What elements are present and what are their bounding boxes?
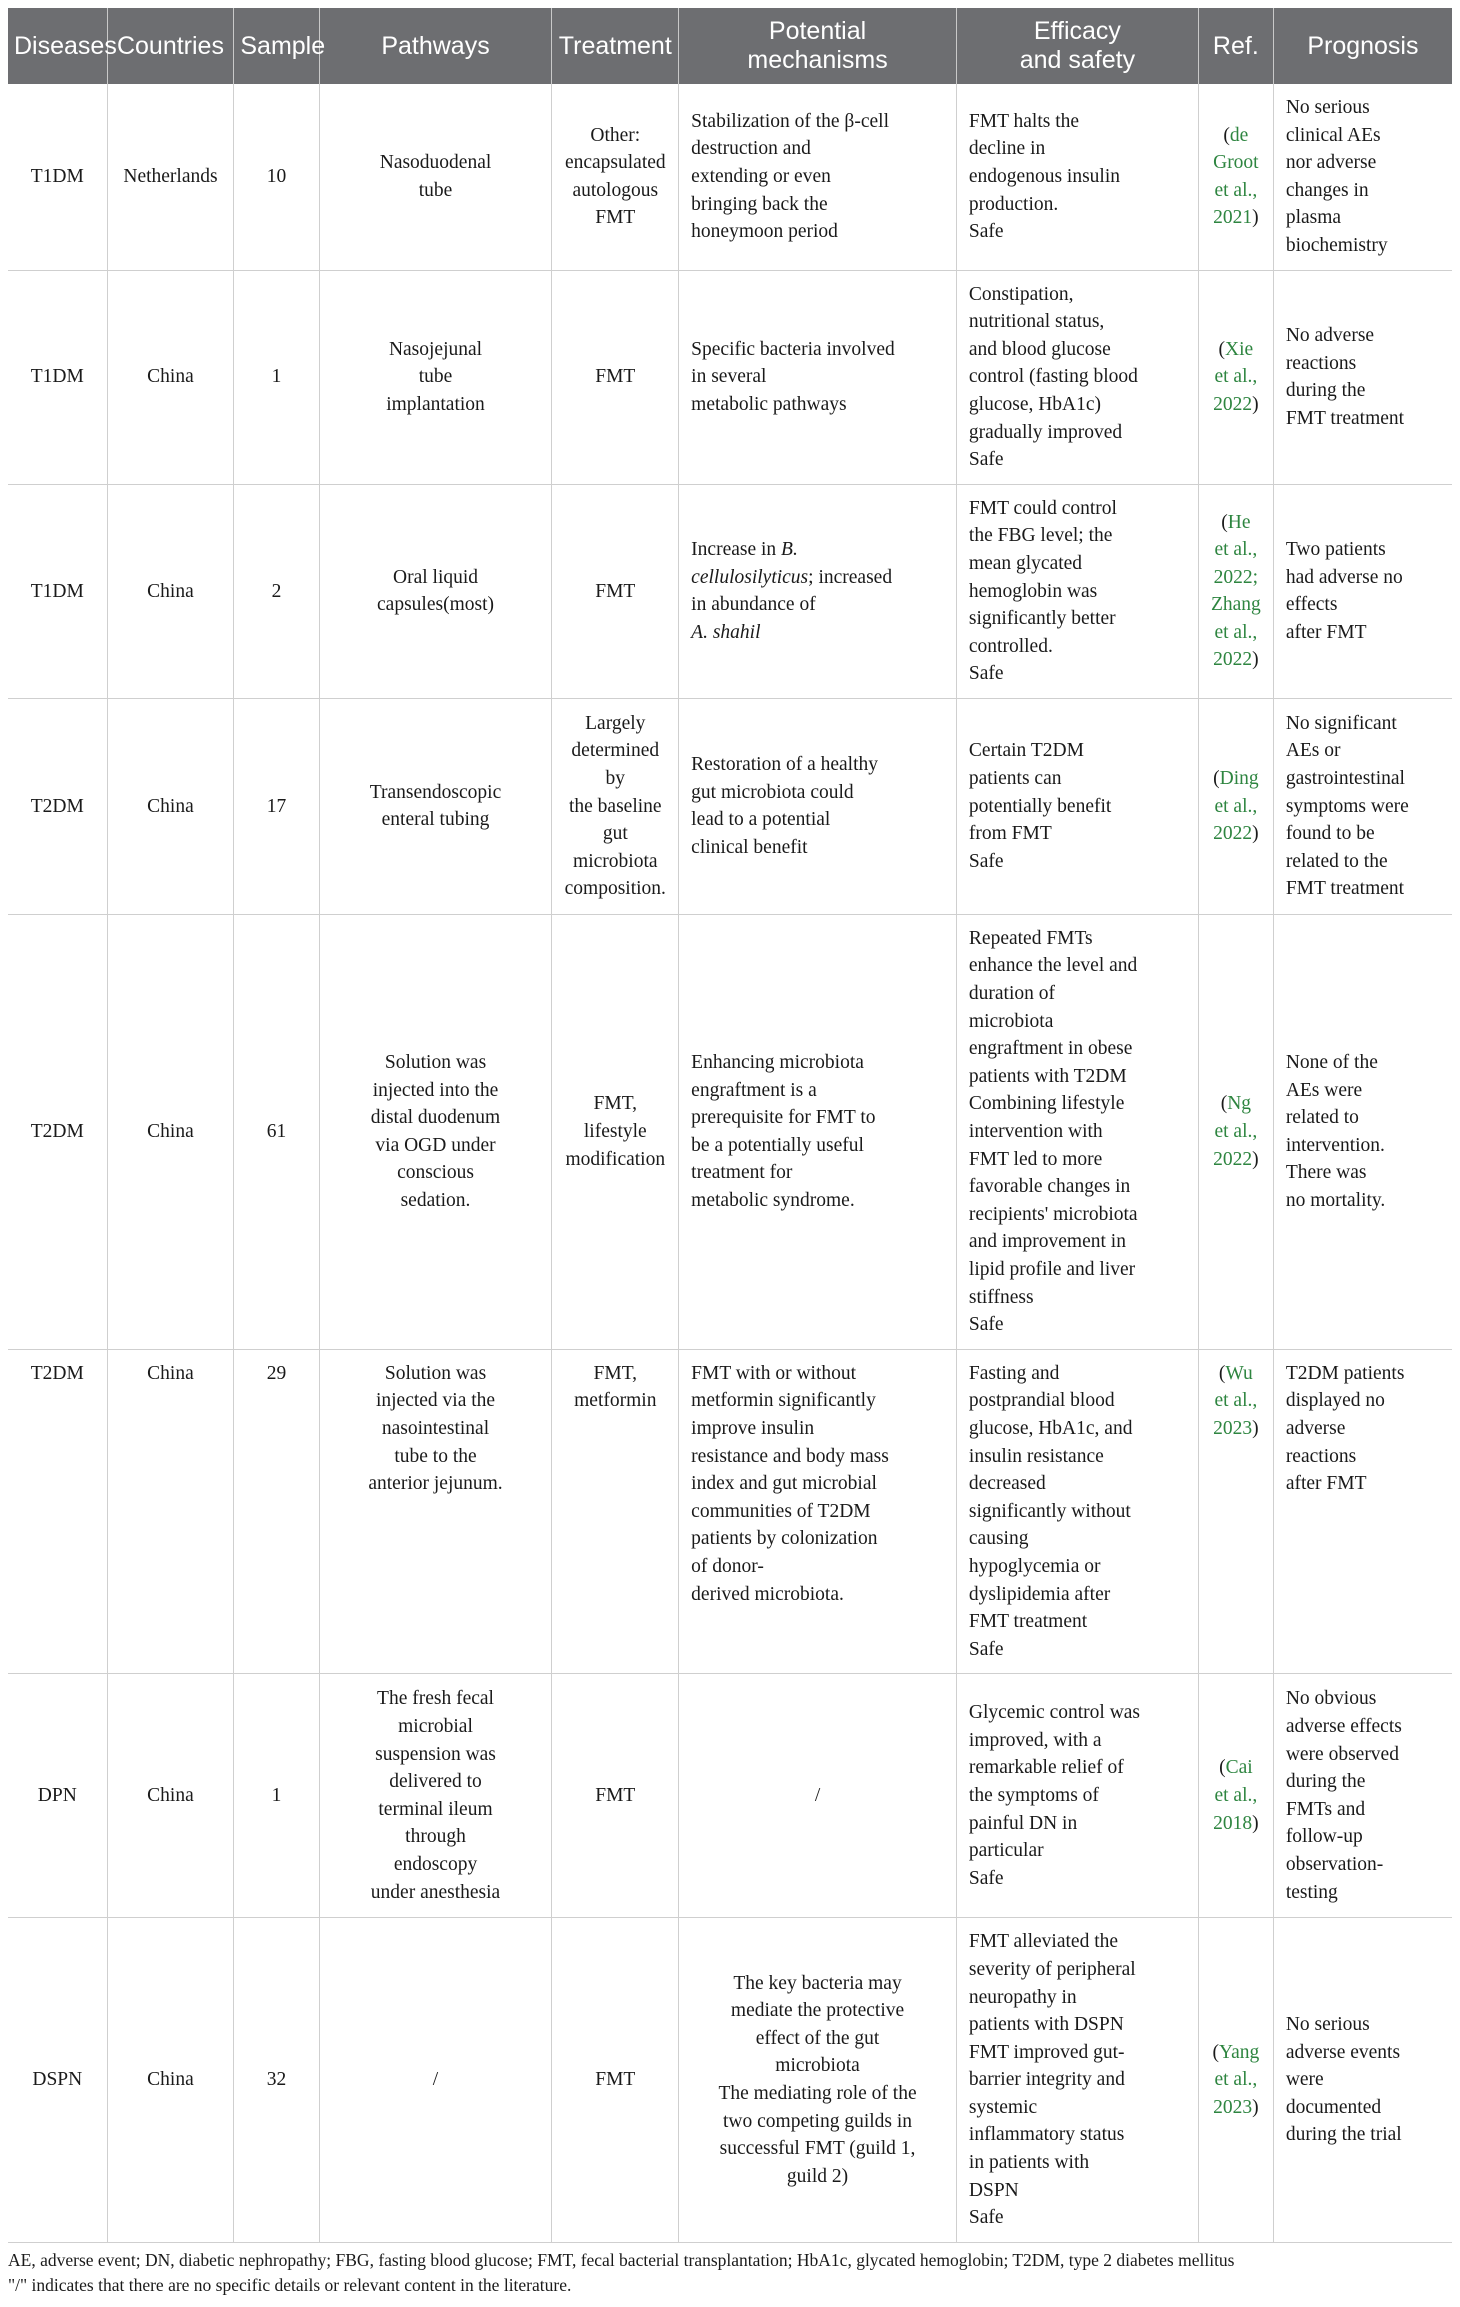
cell-mechanism: FMT with or without metformin significantly improve insulin resistance and body mass index and gut microbial communities of T2DM patients by colonization of donor- derived microbiota. bbox=[679, 1349, 957, 1674]
table-row bbox=[8, 484, 1452, 698]
cell-efficacy: FMT halts the decline in endogenous insulin production. Safe bbox=[956, 84, 1198, 270]
cell-treatment: FMT, metformin bbox=[552, 1349, 679, 1674]
cell-pathway: Nasojejunal tube implantation bbox=[319, 270, 552, 484]
cell-country: China bbox=[107, 1918, 234, 2243]
cell-treatment: Other: encapsulated autologous FMT bbox=[552, 84, 679, 270]
col-header-countries: Countries bbox=[107, 8, 234, 84]
col-header-sample: Sample bbox=[234, 8, 319, 84]
cell-prognosis: No adverse reactions during the FMT treatment bbox=[1273, 270, 1452, 484]
cell-ref-link[interactable]: (Yang et al., 2023) bbox=[1198, 1918, 1273, 2243]
cell-ref-link[interactable]: (Ng et al., 2022) bbox=[1198, 914, 1273, 1349]
cell-prognosis: Two patients had adverse no effects after FMT bbox=[1273, 484, 1452, 698]
cell-country: China bbox=[107, 484, 234, 698]
cell-sample: 10 bbox=[234, 84, 319, 270]
cell-sample: 2 bbox=[234, 484, 319, 698]
cell-pathway: Oral liquid capsules(most) bbox=[319, 484, 552, 698]
cell-disease: T2DM bbox=[8, 698, 107, 914]
cell-prognosis: No obvious adverse effects were observed during the FMTs and follow-up observation- testing bbox=[1273, 1674, 1452, 1918]
cell-pathway: Solution was injected into the distal duodenum via OGD under conscious sedation. bbox=[319, 914, 552, 1349]
cell-pathway: / bbox=[319, 1918, 552, 2243]
cell-disease: T2DM bbox=[8, 1349, 107, 1674]
cell-ref-link[interactable]: (Xie et al., 2022) bbox=[1198, 270, 1273, 484]
table-row bbox=[8, 1918, 1452, 2243]
species-name: A. shahil bbox=[691, 621, 761, 643]
cell-country: Netherlands bbox=[107, 84, 234, 270]
cell-pathway: Nasoduodenal tube bbox=[319, 84, 552, 270]
cell-country: China bbox=[107, 698, 234, 914]
cell-treatment: FMT bbox=[552, 270, 679, 484]
cell-mechanism bbox=[679, 484, 957, 698]
footnote-slash-note: "/" indicates that there are no specific details or relevant content in the literature. bbox=[8, 2275, 572, 2295]
cell-pathway: The fresh fecal microbial suspension was delivered to terminal ileum through endoscopy under anesthesia bbox=[319, 1674, 552, 1918]
cell-prognosis: No significant AEs or gastrointestinal symptoms were found to be related to the FMT treatment bbox=[1273, 698, 1452, 914]
cell-prognosis: None of the AEs were related to intervention. There was no mortality. bbox=[1273, 914, 1452, 1349]
cell-disease: T2DM bbox=[8, 914, 107, 1349]
col-header-diseases: Diseases bbox=[8, 8, 107, 84]
cell-sample: 29 bbox=[234, 1349, 319, 1674]
cell-efficacy: Certain T2DM patients can potentially benefit from FMT Safe bbox=[956, 698, 1198, 914]
fmt-studies-table bbox=[8, 8, 1452, 2243]
cell-disease: T1DM bbox=[8, 270, 107, 484]
cell-treatment: FMT bbox=[552, 1674, 679, 1918]
cell-treatment: FMT bbox=[552, 484, 679, 698]
cell-efficacy: Constipation, nutritional status, and blood glucose control (fasting blood glucose, HbA1c) gradually improved Safe bbox=[956, 270, 1198, 484]
col-header-efficacy: Efficacy and safety bbox=[956, 8, 1198, 84]
cell-pathway: Transendoscopic enteral tubing bbox=[319, 698, 552, 914]
cell-ref-link[interactable]: (He et al., 2022; Zhang et al., 2022) bbox=[1198, 484, 1273, 698]
col-header-prognosis: Prognosis bbox=[1273, 8, 1452, 84]
footnote-abbreviations: AE, adverse event; DN, diabetic nephropathy; FBG, fasting blood glucose; FMT, fecal bacterial transplantation; HbA1c, glycated hemoglobin; T2DM, type 2 diabetes mellitus bbox=[8, 2250, 1235, 2270]
cell-efficacy: Fasting and postprandial blood glucose, HbA1c, and insulin resistance decreased significantly without causing hypoglycemia or dyslipidemia after FMT treatment Safe bbox=[956, 1349, 1198, 1674]
cell-mechanism: Stabilization of the β-cell destruction and extending or even bringing back the honeymoon period bbox=[679, 84, 957, 270]
cell-prognosis: No serious adverse events were documented during the trial bbox=[1273, 1918, 1452, 2243]
cell-efficacy: FMT alleviated the severity of peripheral neuropathy in patients with DSPN FMT improved gut- barrier integrity and systemic inflammatory status in patients with DSPN Safe bbox=[956, 1918, 1198, 2243]
cell-mechanism: The key bacteria may mediate the protective effect of the gut microbiota The mediating role of the two competing guilds in successful FMT (guild 1, guild 2) bbox=[679, 1918, 957, 2243]
cell-sample: 17 bbox=[234, 698, 319, 914]
cell-efficacy: FMT could control the FBG level; the mean glycated hemoglobin was significantly better controlled. Safe bbox=[956, 484, 1198, 698]
cell-pathway: Solution was injected via the nasointestinal tube to the anterior jejunum. bbox=[319, 1349, 552, 1674]
cell-prognosis: T2DM patients displayed no adverse reactions after FMT bbox=[1273, 1349, 1452, 1674]
cell-country: China bbox=[107, 914, 234, 1349]
col-header-ref: Ref. bbox=[1198, 8, 1273, 84]
species-name: B. cellulosilyticus bbox=[691, 539, 809, 588]
cell-disease: DSPN bbox=[8, 1918, 107, 2243]
cell-disease: DPN bbox=[8, 1674, 107, 1918]
cell-sample: 32 bbox=[234, 1918, 319, 2243]
col-header-treatment: Treatment bbox=[552, 8, 679, 84]
cell-ref-link[interactable]: (de Groot et al., 2021) bbox=[1198, 84, 1273, 270]
col-header-pathways: Pathways bbox=[319, 8, 552, 84]
col-header-mechanisms: Potential mechanisms bbox=[679, 8, 957, 84]
cell-efficacy: Glycemic control was improved, with a remarkable relief of the symptoms of painful DN in particular Safe bbox=[956, 1674, 1198, 1918]
cell-mechanism: Enhancing microbiota engraftment is a prerequisite for FMT to be a potentially useful treatment for metabolic syndrome. bbox=[679, 914, 957, 1349]
cell-country: China bbox=[107, 270, 234, 484]
mechanism-text: ; increased in abundance of bbox=[691, 566, 893, 616]
cell-ref-link[interactable]: (Cai et al., 2018) bbox=[1198, 1674, 1273, 1918]
cell-mechanism: / bbox=[679, 1674, 957, 1918]
cell-treatment: FMT, lifestyle modification bbox=[552, 914, 679, 1349]
cell-prognosis: No serious clinical AEs nor adverse changes in plasma biochemistry bbox=[1273, 84, 1452, 270]
table-row bbox=[8, 1674, 1452, 1918]
cell-country: China bbox=[107, 1349, 234, 1674]
cell-mechanism: Specific bacteria involved in several metabolic pathways bbox=[679, 270, 957, 484]
cell-efficacy: Repeated FMTs enhance the level and duration of microbiota engraftment in obese patients with T2DM Combining lifestyle intervention with FMT led to more favorable changes in recipients' microbiota and improvement in lipid profile and liver stiffness Safe bbox=[956, 914, 1198, 1349]
table-row bbox=[8, 1349, 1452, 1674]
cell-treatment: FMT bbox=[552, 1918, 679, 2243]
table-row bbox=[8, 270, 1452, 484]
table-row bbox=[8, 698, 1452, 914]
cell-ref-link[interactable]: (Ding et al., 2022) bbox=[1198, 698, 1273, 914]
cell-country: China bbox=[107, 1674, 234, 1918]
header-row bbox=[8, 8, 1452, 84]
table-row bbox=[8, 84, 1452, 270]
cell-mechanism: Restoration of a healthy gut microbiota could lead to a potential clinical benefit bbox=[679, 698, 957, 914]
table-footnotes bbox=[8, 2248, 1452, 2298]
mechanism-text: Increase in bbox=[691, 539, 782, 561]
cell-treatment: Largely determined by the baseline gut microbiota composition. bbox=[552, 698, 679, 914]
table-row bbox=[8, 914, 1452, 1349]
cell-sample: 61 bbox=[234, 914, 319, 1349]
cell-disease: T1DM bbox=[8, 84, 107, 270]
cell-sample: 1 bbox=[234, 270, 319, 484]
cell-sample: 1 bbox=[234, 1674, 319, 1918]
cell-ref-link[interactable]: (Wu et al., 2023) bbox=[1198, 1349, 1273, 1674]
cell-disease: T1DM bbox=[8, 484, 107, 698]
